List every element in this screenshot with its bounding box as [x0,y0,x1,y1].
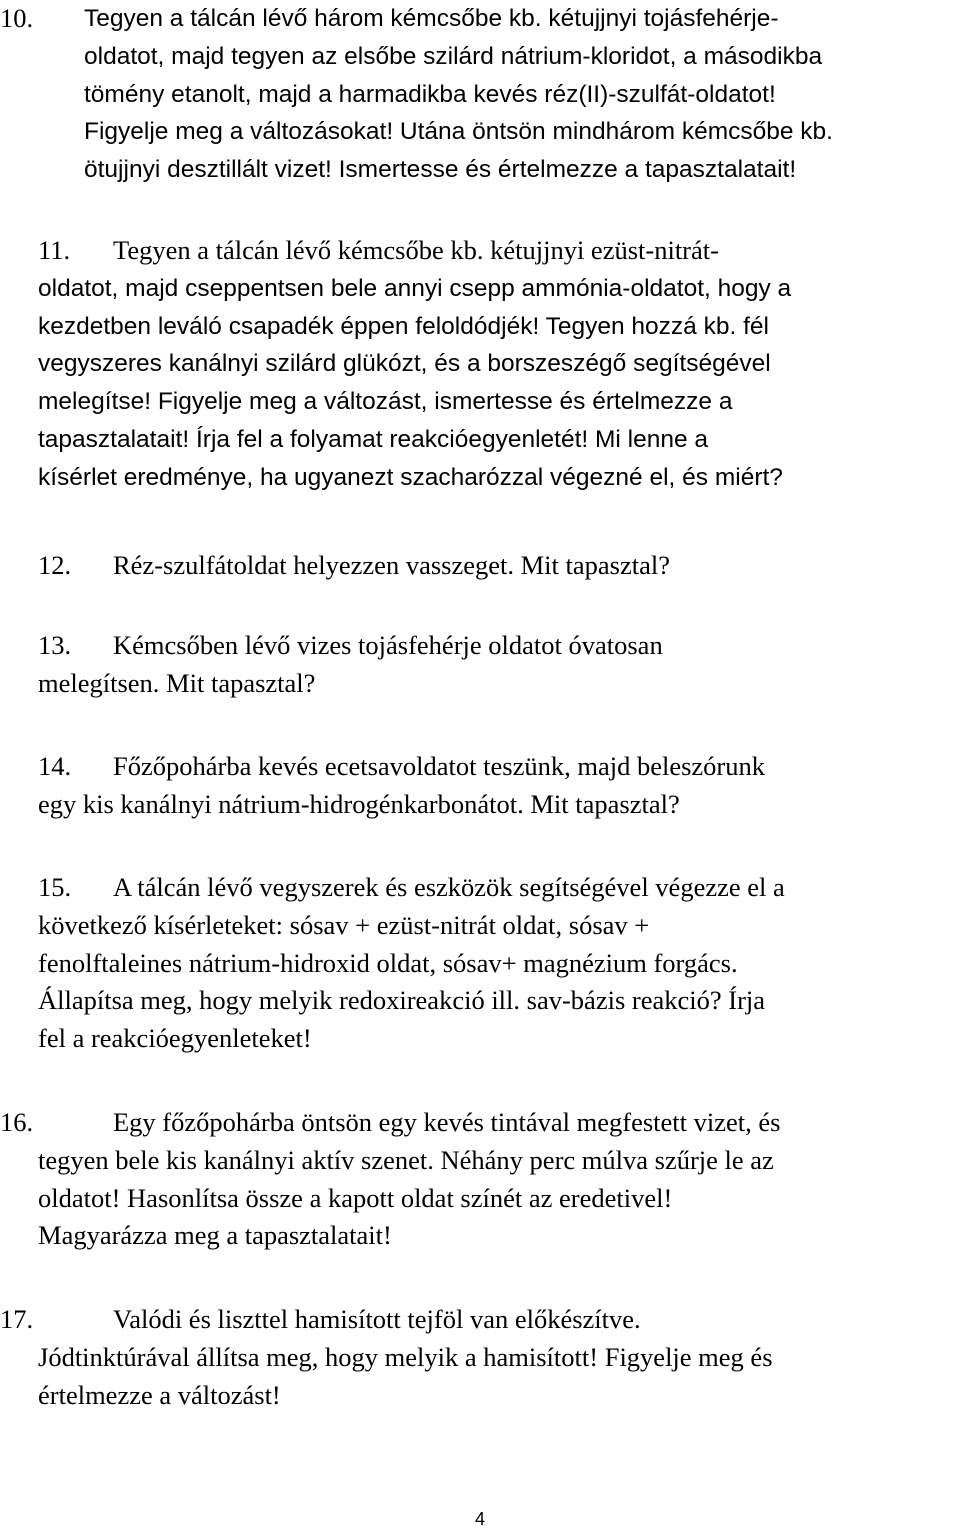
task-text-line: tegyen bele kis kanálnyi aktív szenet. Néhány perc múlva szűrje le az [38,1144,774,1175]
task-text-line: Valódi és liszttel hamisított tejföl van előkészítve. [113,1304,641,1334]
page-number: 4 [474,1509,485,1529]
task-number: 12. [38,550,72,580]
task-text-line: melegítsen. Mit tapasztal? [38,667,316,698]
task-text-line: fel a reakcióegyenleteket! [38,1023,312,1054]
task-text-line: kezdetben leváló csapadék éppen feloldódjék! Tegyen hozzá kb. fél [38,312,769,340]
task-text-line: Tegyen a tálcán lévő kémcsőbe kb. kétujjnyi ezüst-nitrát- [113,235,719,265]
task-text-line: A tálcán lévő vegyszerek és eszközök segítségével végezze el a [113,872,785,902]
task-text-line: oldatot, majd tegyen az elsőbe szilárd nátrium-kloridot, a másodikba [84,42,823,70]
task-text-line: Magyarázza meg a tapasztalatait! [38,1220,392,1251]
task-text-line: ötujjnyi desztillált vizet! Ismertesse és értelmezze a tapasztalatait! [84,156,797,184]
task-text-line: oldatot! Hasonlítsa össze a kapott oldat színét az eredetivel! [38,1182,673,1213]
task-text-line: Jódtinktúrával állítsa meg, hogy melyik a hamisított! Figyelje meg és [38,1341,773,1372]
task-text-line: oldatot, majd cseppentsen bele annyi csepp ammónia-oldatot, hogy a [38,274,792,302]
task-number: 13. [38,630,72,660]
task-text-line: Állapítsa meg, hogy melyik redoxireakció ill. sav-bázis reakció? Írja [38,985,766,1016]
task-text-line: tömény etanolt, majd a harmadikba kevés réz(II)-szulfát-oldatot! [84,80,776,108]
task-text-line: Figyelje meg a változásokat! Utána öntsön mindhárom kémcsőbe kb. [84,118,833,146]
task-text-line: kísérlet eredménye, ha ugyanezt szacharózzal végezné el, és miért? [38,463,783,491]
task-number: 14. [38,751,72,781]
task-text-line: tapasztalatait! Írja fel a folyamat reakcióegyenletét! Mi lenne a [38,426,709,453]
task-text-line: Tegyen a tálcán lévő három kémcsőbe kb. kétujjnyi tojásfehérje- [84,5,779,32]
task-text-line: értelmezze a változást! [38,1379,281,1410]
task-number: 17. [0,1304,34,1334]
task-text-line: következő kísérleteket: sósav + ezüst-nitrát oldat, sósav + [38,909,650,940]
task-text-line: Főzőpohárba kevés ecetsavoldatot teszünk, majd beleszórunk [113,751,765,781]
task-text-line: melegítse! Figyelje meg a változást, ismertesse és értelmezze a [38,388,733,416]
task-text-line: vegyszeres kanálnyi szilárd glükózt, és a borszeszégő segítségével [38,350,771,378]
task-text-line: fenolftaleines nátrium-hidroxid oldat, sósav+ magnézium forgács. [38,947,738,978]
task-text-line: Réz-szulfátoldat helyezzen vasszeget. Mit tapasztal? [113,550,670,580]
task-number: 10. [0,3,34,33]
task-text-line: Kémcsőben lévő vizes tojásfehérje oldatot óvatosan [113,630,663,660]
task-number: 16. [0,1107,34,1137]
task-text-line: egy kis kanálnyi nátrium-hidrogénkarbonátot. Mit tapasztal? [38,788,680,819]
task-number: 15. [38,872,72,902]
task-text-line: Egy főzőpohárba öntsön egy kevés tintával megfestett vizet, és [113,1107,781,1137]
task-number: 11. [38,235,71,265]
